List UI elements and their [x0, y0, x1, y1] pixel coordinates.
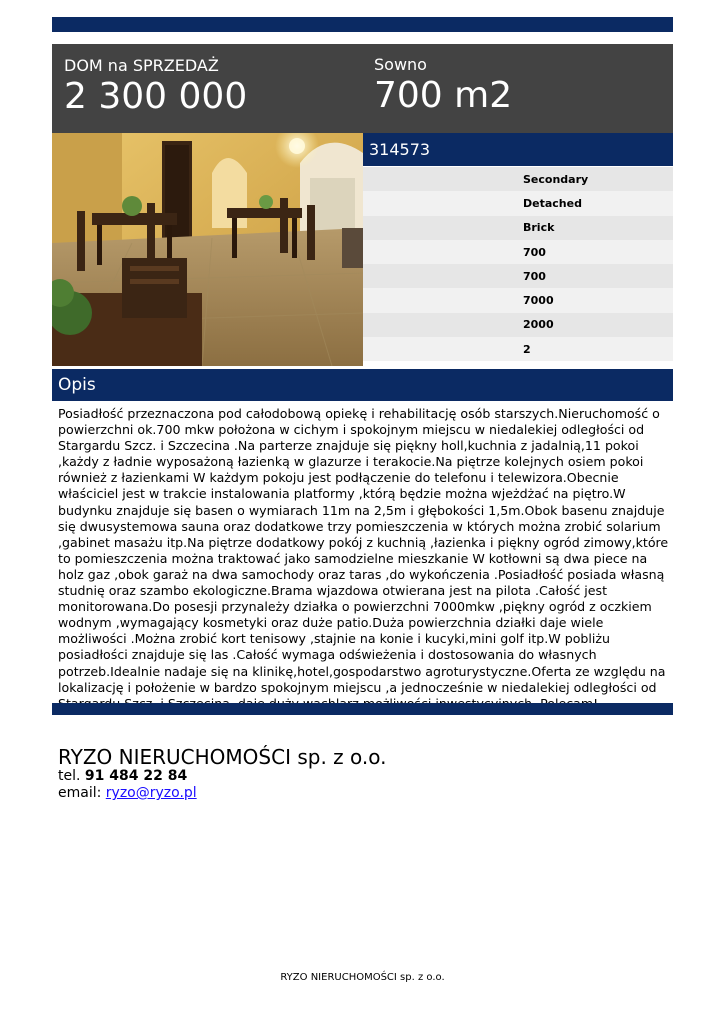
description-text: Posiadłość przeznaczona pod całodobową opiekę i rehabilitację osób starszych.Nieruchomość o powierzchni ok.700 mkw położona w cichym i spokojnym miejscu w niedalekiej odległości od Stargardu Szcz. i Szczecina .Na parterze znajduje się piękny holl,kuchnia z jadalnią,11 pokoi ,każdy z ładnie wyposażoną łazienką w glazurze i terakocie.Na piętrze kolejnych osiem pokoi również z łazienkami W każdym pokoju jest podłączenie do telefonu i telewizora.Obecnie właściciel jest w trakcie instalowania platformy ,którą będzie można wjeżdżać na piętro.W budynku znajduje się basen o wymiarach 11m na 2,5m i głębokości 1,5m.Obok basenu znajduje się dwusystemowa sauna oraz dodatkowe trzy pomieszczenia w których można zrobić solarium ,gabinet masażu itp.Na piętrze dodatkowy pokój z kuchnią ,łazienka i piękny ogród zimowy,które to pomieszczenia można traktować jako samodzielne mieszkanie W kotłowni są dwa piece na holz gaz ,obok garaż na dwa samochody oraz taras ,do wykończenia .Posiadłość posiada własną studnię oraz szambo ekologiczne.Brama wjazdowa otwierana jest na pilota .Całość jest monitorowana.Do posesji przynależy działka o powierzchni 7000mkw ,piękny ogród z oczkiem wodnym ,wymagający kosmetyki oraz duże patio.Duża powierzchnia działki daje wiele możliwości .Można zrobić kort tenisowy ,stajnie na konie i kucyki,mini golf itp.W pobliżu posiadłości znajduje się las .Całość wymaga odświeżenia i dostosowania do własnych potrzeb.Idealnie nadaje się na klinikę,hotel,gospodarstwo agroturystyczne.Oferta ze względu na lokalizację i położenie w bardzo spokojnym miejscu ,a jednocześnie w niedalekiej odległości od — [58, 406, 669, 695]
price-block — [64, 56, 247, 117]
price-value: 2 300 000 — [64, 76, 248, 117]
property-photo — [52, 133, 363, 366]
listing-id: 314573 — [363, 133, 673, 166]
param-row: Detached — [363, 191, 673, 215]
agency-email — [58, 785, 197, 802]
area-value: 700 m2 — [374, 75, 513, 116]
page-footer: RYZO NIERUCHOMOŚCI sp. z o.o. — [280, 972, 445, 983]
parameters-table — [363, 167, 673, 361]
param-row: Secondary — [363, 167, 673, 191]
listing-header — [52, 44, 673, 133]
description-heading: Opis — [52, 369, 673, 401]
phone-label: tel. — [58, 768, 81, 784]
agency-phone — [58, 768, 187, 785]
phone-number[interactable]: 91 484 22 84 — [84, 768, 188, 784]
param-row: 700 — [363, 240, 673, 264]
email-link[interactable]: ryzo@ryzo.pl — [105, 785, 197, 801]
param-row: 7000 — [363, 288, 673, 312]
offer-type-label: DOM na SPRZEDAŻ — [64, 56, 219, 75]
param-row: 2000 — [363, 313, 673, 337]
agency-name: RYZO NIERUCHOMOŚCI sp. z o.o. — [58, 745, 387, 769]
param-row: 700 — [363, 264, 673, 288]
top-accent-bar — [52, 17, 673, 32]
param-row: Brick — [363, 216, 673, 240]
email-label: email: — [58, 785, 102, 801]
bottom-accent-bar — [52, 703, 673, 715]
param-row: 2 — [363, 337, 673, 361]
location-label: Sowno — [374, 55, 427, 74]
area-block — [374, 55, 512, 116]
